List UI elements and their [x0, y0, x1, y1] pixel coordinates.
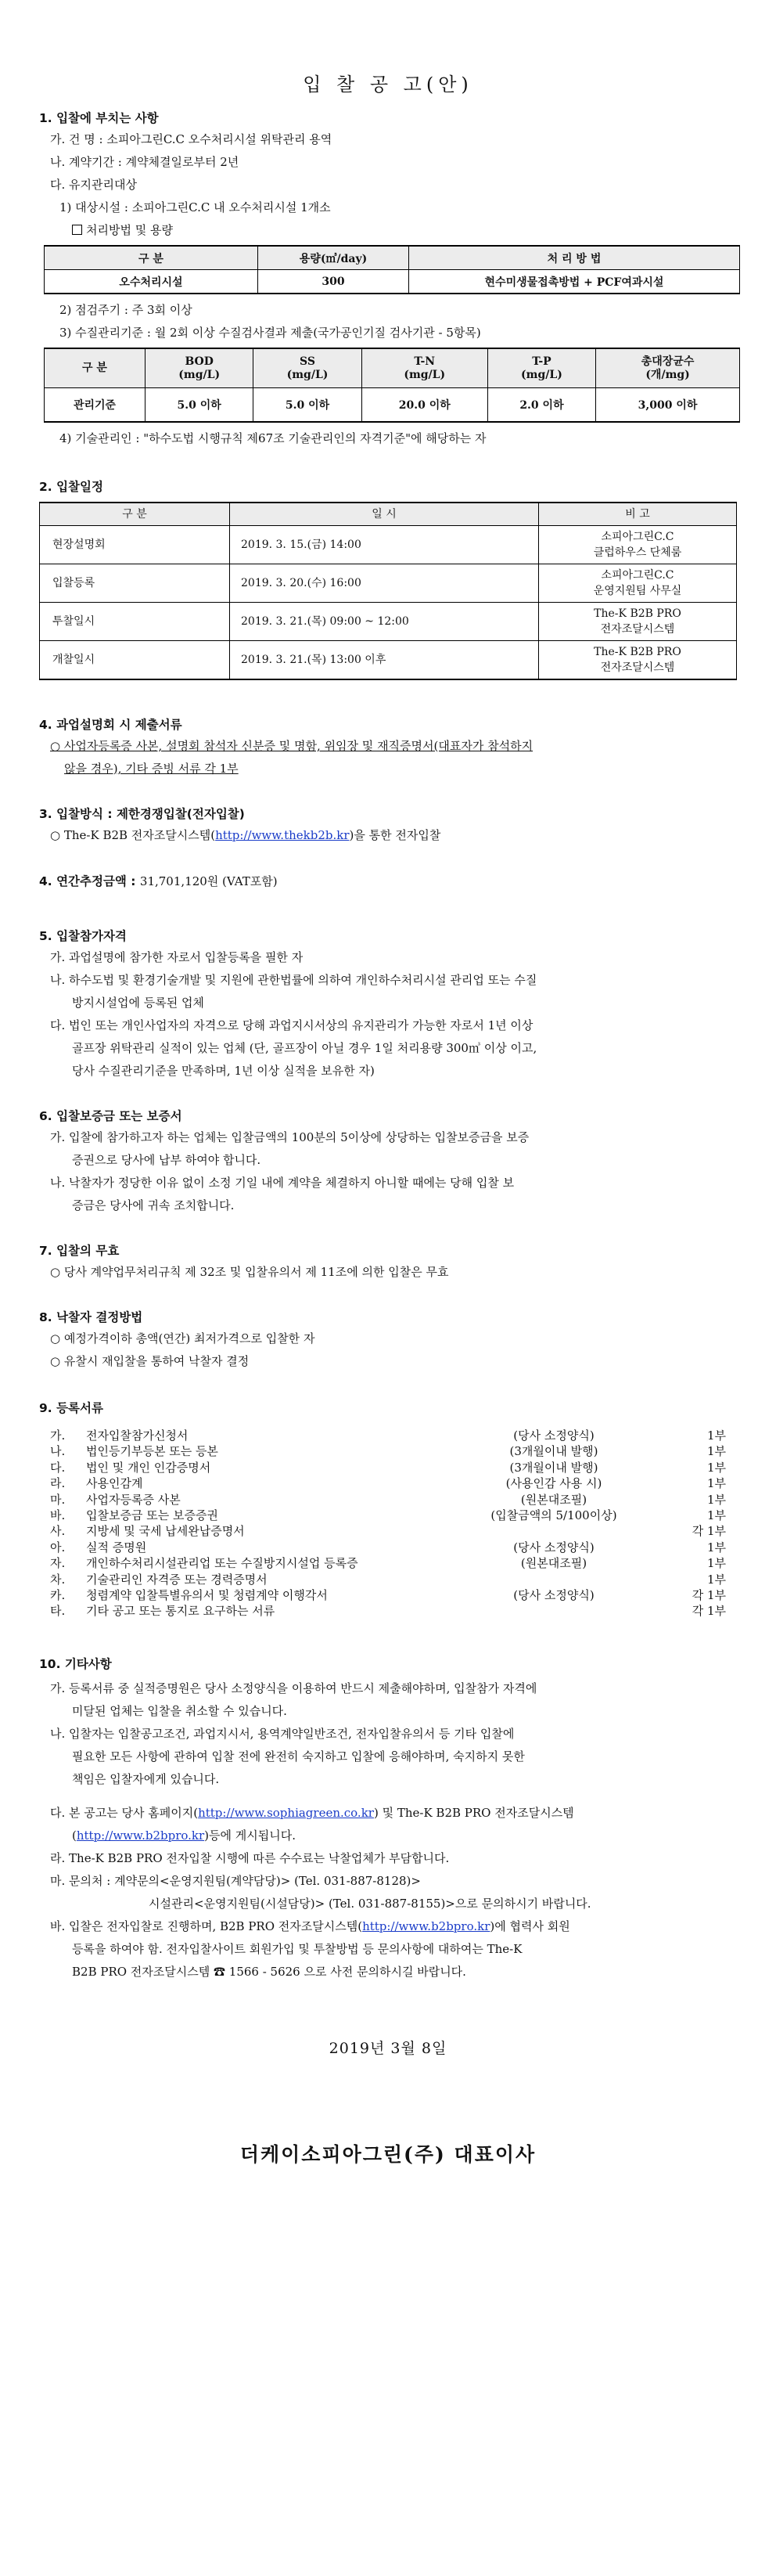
section-10-item-d: 라. The-K B2B PRO 전자입찰 시행에 따른 수수료는 낙찰업체가 부담합니다.: [50, 1850, 450, 1865]
section-heading: 5. 입찰참가자격: [39, 929, 127, 943]
section-10-item-f-cont: B2B PRO 전자조달시스템 ☎ 1566 - 5626 으로 사전 문의하시길 바랍니다.: [72, 1964, 466, 1979]
table-header: 일 시: [230, 503, 539, 526]
list-item: 아. 실적 증명원 (당사 소정양식) 1부: [50, 1540, 726, 1555]
section-4-line2: 않을 경우), 기타 증빙 서류 각 1부: [64, 762, 239, 776]
document-list: [39, 1428, 737, 1619]
table-header: 처 리 방 법: [409, 246, 740, 270]
section-6: [39, 1106, 737, 1217]
section-10: [39, 1654, 737, 1983]
list-item: 카. 청렴계약 입찰특별유의서 및 청렴계약 이행각서 (당사 소정양식) 각 1부: [50, 1588, 726, 1603]
section-10-item-a: 가. 등록서류 중 실적증명원은 당사 소정양식을 이용하여 반드시 제출해야하며, 입찰참가 자격에: [50, 1681, 537, 1695]
table-header: 구 분: [45, 348, 146, 388]
section-1-sub1: 1) 대상시설 : 소피아그린C.C 내 오수처리시설 1개소: [59, 200, 331, 214]
section-1-item-b: 나. 계약기간 : 계약체결일로부터 2년: [50, 155, 239, 169]
table-header: 용량(㎥/day): [258, 246, 409, 270]
section-4-line1: ○ 사업자등록증 사본, 설명회 참석자 신분증 및 명함, 위임장 및 재직증명서(대표자가 참석하지: [50, 739, 534, 753]
list-item: 라. 사용인감계 (사용인감 사용 시) 1부: [50, 1476, 726, 1491]
section-2: [39, 477, 737, 680]
section-heading: 6. 입찰보증금 또는 보증서: [39, 1109, 182, 1123]
section-5-item-b-cont: 방지시설업에 등록된 업체: [72, 996, 204, 1010]
capacity-table: [44, 245, 740, 294]
section-heading: 10. 기타사항: [39, 1656, 112, 1671]
list-item: 자. 개인하수처리시설관리업 또는 수질방지시설업 등록증 (원본대조필) 1부: [50, 1556, 726, 1571]
list-item: 가. 전자입찰참가신청서 (당사 소정양식) 1부: [50, 1429, 726, 1443]
section-1: [39, 108, 737, 450]
section-5: [39, 926, 737, 1083]
estimate-amount: 31,701,120원 (VAT포함): [139, 874, 278, 888]
table-cell: 현수미생물접촉방법 + PCF여과시설: [409, 270, 740, 294]
section-8-line1: ○ 예정가격이하 총액(연간) 최저가격으로 입찰한 자: [50, 1331, 315, 1346]
b2bpro-link[interactable]: http://www.b2bpro.kr: [362, 1918, 490, 1933]
section-10-item-b-cont: 필요한 모든 사항에 관하여 입찰 전에 완전히 숙지하고 입찰에 응해야하며, 숙지하지 못한: [72, 1749, 525, 1764]
table-cell: The-K B2B PRO 전자조달시스템: [539, 641, 737, 680]
list-item: 마. 사업자등록증 사본 (원본대조필) 1부: [50, 1492, 726, 1507]
list-item: 타. 기타 공고 또는 통지로 요구하는 서류 각 1부: [50, 1604, 726, 1619]
section-5-item-b: 나. 하수도법 및 환경기술개발 및 지원에 관한법률에 의하여 개인하수처리시설 관리업 또는 수질: [50, 973, 537, 987]
notice-date: 2019년 3월 8일: [329, 2039, 447, 2057]
section-1-sub4: 4) 기술관리인 : "하수도법 시행규칙 제67조 기술관리인의 자격기준"에 해당하는 자: [59, 431, 487, 445]
section-heading: 9. 등록서류: [39, 1401, 103, 1415]
list-item: 바. 입찰보증금 또는 보증증권 (입찰금액의 5/100이상) 1부: [50, 1508, 726, 1523]
section-5-item-a: 가. 과업설명에 참가한 자로서 입찰등록을 필한 자: [50, 950, 304, 964]
section-10-item-e: 마. 문의처 : 계약문의<운영지원팀(계약담당)> (Tel. 031-887-8128)>: [50, 1873, 421, 1888]
section-5-item-c-cont: 당사 수질관리기준을 만족하며, 1년 이상 실적을 보유한 자): [72, 1064, 375, 1078]
section-8-line2: ○ 유찰시 재입찰을 통하여 낙찰자 결정: [50, 1354, 250, 1368]
section-3: [39, 804, 737, 847]
section-5-item-c-cont: 골프장 위탁관리 실적이 있는 업체 (단, 골프장이 아닐 경우 1일 처리용량 300㎥ 이상 이고,: [72, 1041, 537, 1055]
table-cell: 2019. 3. 15.(금) 14:00: [230, 526, 539, 564]
table-cell: 소피아그린C.C 클럽하우스 단체룸: [539, 526, 737, 564]
table-header: 구 분: [45, 246, 258, 270]
b2bpro-link[interactable]: http://www.b2bpro.kr: [76, 1828, 205, 1843]
section-1-sub3: 3) 수질관리기준 : 월 2회 이상 수질검사결과 제출(국가공인기질 검사기관 - 5항목): [59, 326, 481, 340]
section-1-item-c: 다. 유지관리대상: [50, 178, 137, 192]
table-cell: 300: [258, 270, 409, 294]
table-header: SS (mg/L): [253, 348, 361, 388]
table-header: BOD (mg/L): [146, 348, 253, 388]
section-heading: 2. 입찰일정: [39, 480, 103, 494]
table-header: T-N (mg/L): [361, 348, 487, 388]
section-5-item-c: 다. 법인 또는 개인사업자의 자격으로 당해 과업지시서상의 유지관리가 가능한 자로서 1년 이상: [50, 1018, 534, 1032]
table-cell: 2.0 이하: [487, 388, 595, 423]
estimate-line: [39, 870, 737, 893]
section-7: [39, 1241, 737, 1284]
section-10-item-c: 다. 본 공고는 당사 홈페이지(http://www.sophiagreen.co.kr) 및 The-K B2B PRO 전자조달시스템: [50, 1805, 574, 1820]
section-6-item-a: 가. 입찰에 참가하고자 하는 업체는 입찰금액의 100분의 5이상에 상당하는 입찰보증금을 보증: [50, 1130, 530, 1144]
table-cell: 5.0 이하: [253, 388, 361, 423]
table-cell: 3,000 이하: [596, 388, 740, 423]
section-heading: 8. 낙찰자 결정방법: [39, 1310, 143, 1324]
section-6-item-b-cont: 증금은 당사에 귀속 조치합니다.: [72, 1198, 235, 1212]
table-cell: 5.0 이하: [146, 388, 253, 423]
table-cell: 입찰등록: [40, 564, 230, 603]
section-heading: 3. 입찰방식 : 제한경쟁입찰(전자입찰): [39, 807, 245, 821]
schedule-table: [39, 502, 737, 680]
list-item: 다. 법인 및 개인 인감증명서 (3개월이내 발행) 1부: [50, 1460, 726, 1475]
section-7-line: ○ 당사 계약업무처리규칙 제 32조 및 입찰유의서 제 11조에 의한 입찰은 무효: [50, 1265, 449, 1279]
table-cell: 소피아그린C.C 운영지원팀 사무실: [539, 564, 737, 603]
checkbox-square-icon: [72, 225, 82, 235]
section-6-item-b: 나. 낙찰자가 정당한 이유 없이 소정 기일 내에 계약을 체결하지 아니할 때에는 당해 입찰 보: [50, 1176, 515, 1190]
table-cell: 2019. 3. 20.(수) 16:00: [230, 564, 539, 603]
section-heading: 4. 과업설명회 시 제출서류: [39, 718, 182, 732]
section-1-sub2: 2) 점검주기 : 주 3회 이상: [59, 303, 192, 317]
section-9: [39, 1398, 737, 1619]
table-cell: 오수처리시설: [45, 270, 258, 294]
table-header: 구 분: [40, 503, 230, 526]
table-cell: The-K B2B PRO 전자조달시스템: [539, 603, 737, 641]
table-header: T-P (mg/L): [487, 348, 595, 388]
section-6-item-a-cont: 증권으로 당사에 납부 하여야 합니다.: [72, 1153, 261, 1167]
table-header: 비 고: [539, 503, 737, 526]
thekb2b-link[interactable]: http://www.thekb2b.kr: [215, 828, 350, 842]
water-quality-table: [44, 348, 740, 423]
section-10-item-b-cont: 책임은 입찰자에게 있습니다.: [72, 1771, 220, 1786]
list-item: 차. 기술관리인 자격증 또는 경력증명서 1부: [50, 1572, 726, 1587]
section-10-item-f: 바. 입찰은 전자입찰로 진행하며, B2B PRO 전자조달시스템(http://www.b2bpro.kr)에 협력사 회원: [50, 1918, 570, 1933]
table-cell: 현장설명회: [40, 526, 230, 564]
section-10-item-b: 나. 입찰자는 입찰공고조건, 과업지시서, 용역계약일반조건, 전자입찰유의서 등 기타 입찰에: [50, 1726, 515, 1741]
document-title: 입 찰 공 고(안): [303, 74, 473, 95]
section-heading: 4. 연간추정금액 :: [39, 874, 140, 888]
section-4-estimate: [39, 870, 737, 893]
signature: 더케이소피아그린(주) 대표이사: [239, 2142, 537, 2166]
table-cell: 2019. 3. 21.(목) 13:00 이후: [230, 641, 539, 680]
section-10-item-f-cont: 등록을 하여야 함. 전자입찰사이트 회원가입 및 투찰방법 등 문의사항에 대하여는 The-K: [72, 1941, 523, 1956]
list-item: 나. 법인등기부등본 또는 등본 (3개월이내 발행) 1부: [50, 1444, 726, 1459]
section-10-item-c-cont: (http://www.b2bpro.kr)등에 게시됩니다.: [72, 1828, 296, 1843]
table-header: 총대장균수 (개/mg): [596, 348, 740, 388]
section-4-documents: [39, 715, 737, 780]
section-1-item-a: 가. 건 명 : 소피아그린C.C 오수처리시설 위탁관리 용역: [50, 132, 332, 146]
section-10-item-e-cont: 시설관리<운영지원팀(시설담당)> (Tel. 031-887-8155)>으로 문의하시기 바랍니다.: [149, 1896, 591, 1911]
table-cell: 20.0 이하: [361, 388, 487, 423]
table-cell: 투찰일시: [40, 603, 230, 641]
list-item: 사. 지방세 및 국세 납세완납증명서 각 1부: [50, 1524, 726, 1539]
section-heading: 7. 입찰의 무효: [39, 1244, 120, 1258]
section-10-item-a-cont: 미달된 업체는 입찰을 취소할 수 있습니다.: [72, 1703, 287, 1718]
table-cell: 개찰일시: [40, 641, 230, 680]
section-1-sub-box: 처리방법 및 용량: [39, 219, 737, 242]
section-3-line: ○ The-K B2B 전자조달시스템(http://www.thekb2b.kr)을 통한 전자입찰: [50, 828, 441, 842]
table-cell: 2019. 3. 21.(목) 09:00 ~ 12:00: [230, 603, 539, 641]
section-8: [39, 1307, 737, 1373]
sophiagreen-link[interactable]: http://www.sophiagreen.co.kr: [198, 1805, 374, 1820]
table-cell: 관리기준: [45, 388, 146, 423]
section-heading: 1. 입찰에 부치는 사항: [39, 111, 159, 125]
